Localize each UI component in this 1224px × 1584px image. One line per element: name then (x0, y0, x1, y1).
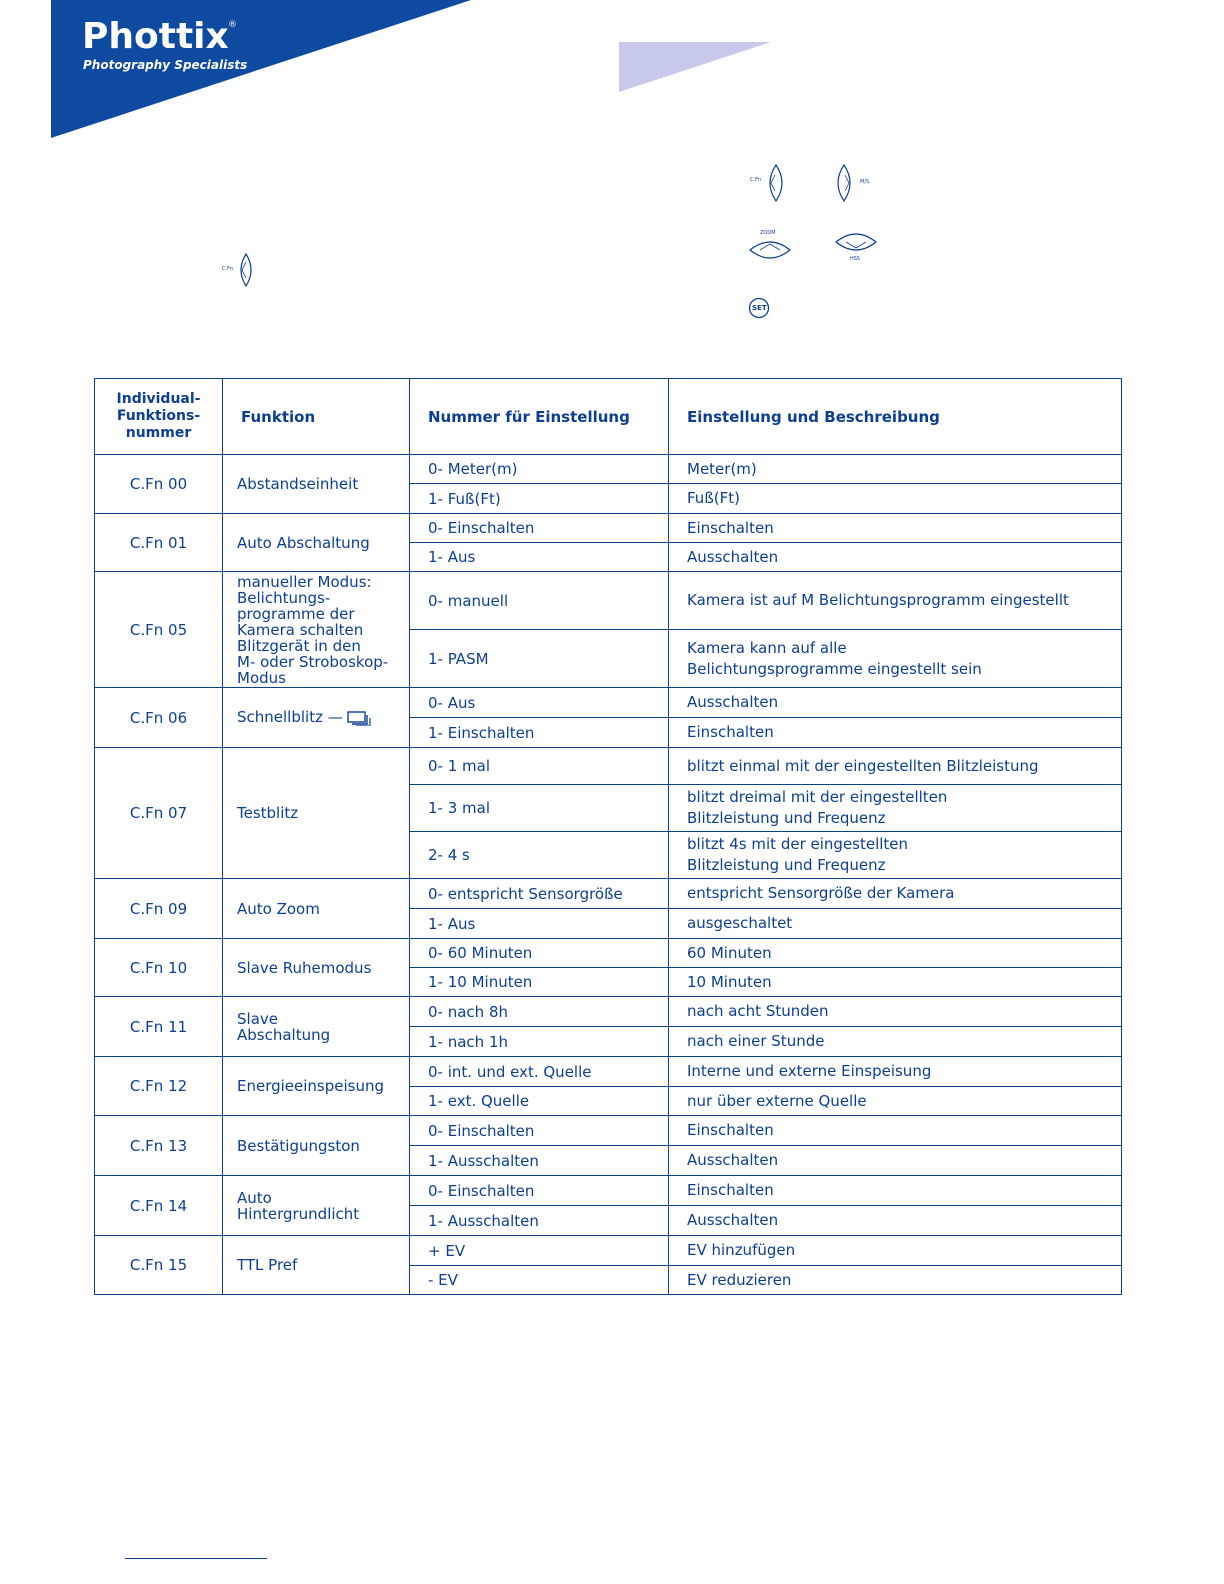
brand-tagline: Photography Specialists (83, 58, 248, 72)
setting-number-cell: 0- Aus (410, 688, 669, 718)
setting-description-cell: Ausschalten (669, 688, 1122, 718)
quick-flash-icon (347, 710, 371, 726)
table-row (95, 1057, 1122, 1087)
function-number-cell: C.Fn 05 (95, 572, 223, 688)
ms-right-arrow-icon: M/S (832, 163, 876, 203)
function-name-cell: Bestätigungston (223, 1116, 410, 1176)
registered-mark: ® (228, 20, 237, 30)
table-row (95, 514, 1122, 543)
function-number-cell: C.Fn 13 (95, 1116, 223, 1176)
setting-number-cell: 0- Einschalten (410, 1116, 669, 1146)
function-name-cell: Testblitz (223, 748, 410, 879)
table-row (95, 1176, 1122, 1206)
setting-description-cell: Kamera ist auf M Belichtungsprogramm eingestellt (669, 572, 1122, 630)
setting-description-cell: Einschalten (669, 1116, 1122, 1146)
setting-number-cell: 2- 4 s (410, 832, 669, 879)
setting-number-cell: 0- entspricht Sensorgröße (410, 879, 669, 909)
setting-number-cell: 0- 60 Minuten (410, 939, 669, 968)
table-row (95, 939, 1122, 968)
setting-description-cell: 10 Minuten (669, 968, 1122, 997)
setting-description-cell: Interne und externe Einspeisung (669, 1057, 1122, 1087)
setting-number-cell: 1- Fuß(Ft) (410, 484, 669, 514)
header-setting-description: Einstellung und Beschreibung (669, 379, 1122, 455)
header-function: Funktion (223, 379, 410, 455)
table-row (95, 748, 1122, 785)
setting-description-cell: Ausschalten (669, 1146, 1122, 1176)
setting-number-cell: + EV (410, 1236, 669, 1266)
zoom-up-arrow-icon: ZOOM (748, 230, 792, 264)
setting-description-cell: 60 Minuten (669, 939, 1122, 968)
set-button-icon: SET (748, 297, 770, 319)
setting-number-cell: 0- int. und ext. Quelle (410, 1057, 669, 1087)
setting-description-cell: nach einer Stunde (669, 1027, 1122, 1057)
function-number-cell: C.Fn 01 (95, 514, 223, 572)
setting-number-cell: 0- 1 mal (410, 748, 669, 785)
function-number-cell: C.Fn 00 (95, 455, 223, 514)
function-name-cell: Slave Abschaltung (223, 997, 410, 1057)
table-header-row (95, 379, 1122, 455)
setting-description-cell: Einschalten (669, 514, 1122, 543)
setting-number-cell: 0- manuell (410, 572, 669, 630)
setting-description-cell: EV reduzieren (669, 1266, 1122, 1295)
hss-down-arrow-icon: HSS (834, 226, 878, 260)
setting-number-cell: 1- Einschalten (410, 718, 669, 748)
table-row (95, 572, 1122, 630)
accent-shape (619, 42, 771, 94)
setting-number-cell: 1- nach 1h (410, 1027, 669, 1057)
function-number-cell: C.Fn 06 (95, 688, 223, 748)
cfn-left-button-icon: C.Fn (222, 252, 262, 288)
setting-description-cell: entspricht Sensorgröße der Kamera (669, 879, 1122, 909)
setting-description-cell: Einschalten (669, 1176, 1122, 1206)
table-row (95, 1236, 1122, 1266)
function-name-cell: Energieeinspeisung (223, 1057, 410, 1116)
function-name-cell: Auto Zoom (223, 879, 410, 939)
footer-rule (125, 1558, 267, 1559)
function-name-cell: Auto Abschaltung (223, 514, 410, 572)
function-number-cell: C.Fn 14 (95, 1176, 223, 1236)
setting-description-cell: Ausschalten (669, 1206, 1122, 1236)
function-name-cell: manueller Modus: Belichtungs- programme der Kamera schalten Blitzgerät in den M- oder Stroboskop- Modus (223, 572, 410, 688)
setting-number-cell: 1- PASM (410, 630, 669, 688)
function-name-cell: Slave Ruhemodus (223, 939, 410, 997)
setting-description-cell: blitzt einmal mit der eingestellten Blitzleistung (669, 748, 1122, 785)
setting-description-cell: Fuß(Ft) (669, 484, 1122, 514)
table-row (95, 879, 1122, 909)
setting-description-cell: EV hinzufügen (669, 1236, 1122, 1266)
function-name-cell: TTL Pref (223, 1236, 410, 1295)
setting-description-cell: Einschalten (669, 718, 1122, 748)
setting-description-cell: nach acht Stunden (669, 997, 1122, 1027)
setting-number-cell: 1- Ausschalten (410, 1206, 669, 1236)
table-row (95, 455, 1122, 484)
setting-number-cell: 1- Ausschalten (410, 1146, 669, 1176)
setting-number-cell: 1- Aus (410, 543, 669, 572)
setting-number-cell: 1- Aus (410, 909, 669, 939)
function-number-cell: C.Fn 10 (95, 939, 223, 997)
header-setting-number: Nummer für Einstellung (410, 379, 669, 455)
setting-description-cell: Kamera kann auf alle Belichtungsprogramme eingestellt sein (669, 630, 1122, 688)
setting-number-cell: 0- nach 8h (410, 997, 669, 1027)
function-number-cell: C.Fn 11 (95, 997, 223, 1057)
table-row (95, 997, 1122, 1027)
function-name-cell: Abstandseinheit (223, 455, 410, 514)
setting-number-cell: 1- 10 Minuten (410, 968, 669, 997)
setting-description-cell: Meter(m) (669, 455, 1122, 484)
setting-description-cell: ausgeschaltet (669, 909, 1122, 939)
header-function-number: Individual- Funktions- nummer (95, 379, 223, 455)
brand-logo: Phottix (82, 16, 229, 57)
cfn-left-arrow-icon: C.Fn (750, 163, 790, 203)
setting-description-cell: blitzt dreimal mit der eingestellten Blitzleistung und Frequenz (669, 785, 1122, 832)
setting-description-cell: Ausschalten (669, 543, 1122, 572)
function-name-cell: Schnellblitz — (223, 688, 410, 748)
function-number-cell: C.Fn 15 (95, 1236, 223, 1295)
function-number-cell: C.Fn 12 (95, 1057, 223, 1116)
function-number-cell: C.Fn 07 (95, 748, 223, 879)
setting-description-cell: nur über externe Quelle (669, 1087, 1122, 1116)
function-name-cell: Auto Hintergrundlicht (223, 1176, 410, 1236)
setting-number-cell: 0- Meter(m) (410, 455, 669, 484)
setting-description-cell: blitzt 4s mit der eingestellten Blitzleistung und Frequenz (669, 832, 1122, 879)
function-number-cell: C.Fn 09 (95, 879, 223, 939)
setting-number-cell: 1- 3 mal (410, 785, 669, 832)
table-row (95, 688, 1122, 718)
setting-number-cell: 0- Einschalten (410, 1176, 669, 1206)
setting-number-cell: - EV (410, 1266, 669, 1295)
custom-function-table (94, 378, 1122, 1295)
setting-number-cell: 1- ext. Quelle (410, 1087, 669, 1116)
setting-number-cell: 0- Einschalten (410, 514, 669, 543)
table-row (95, 1116, 1122, 1146)
